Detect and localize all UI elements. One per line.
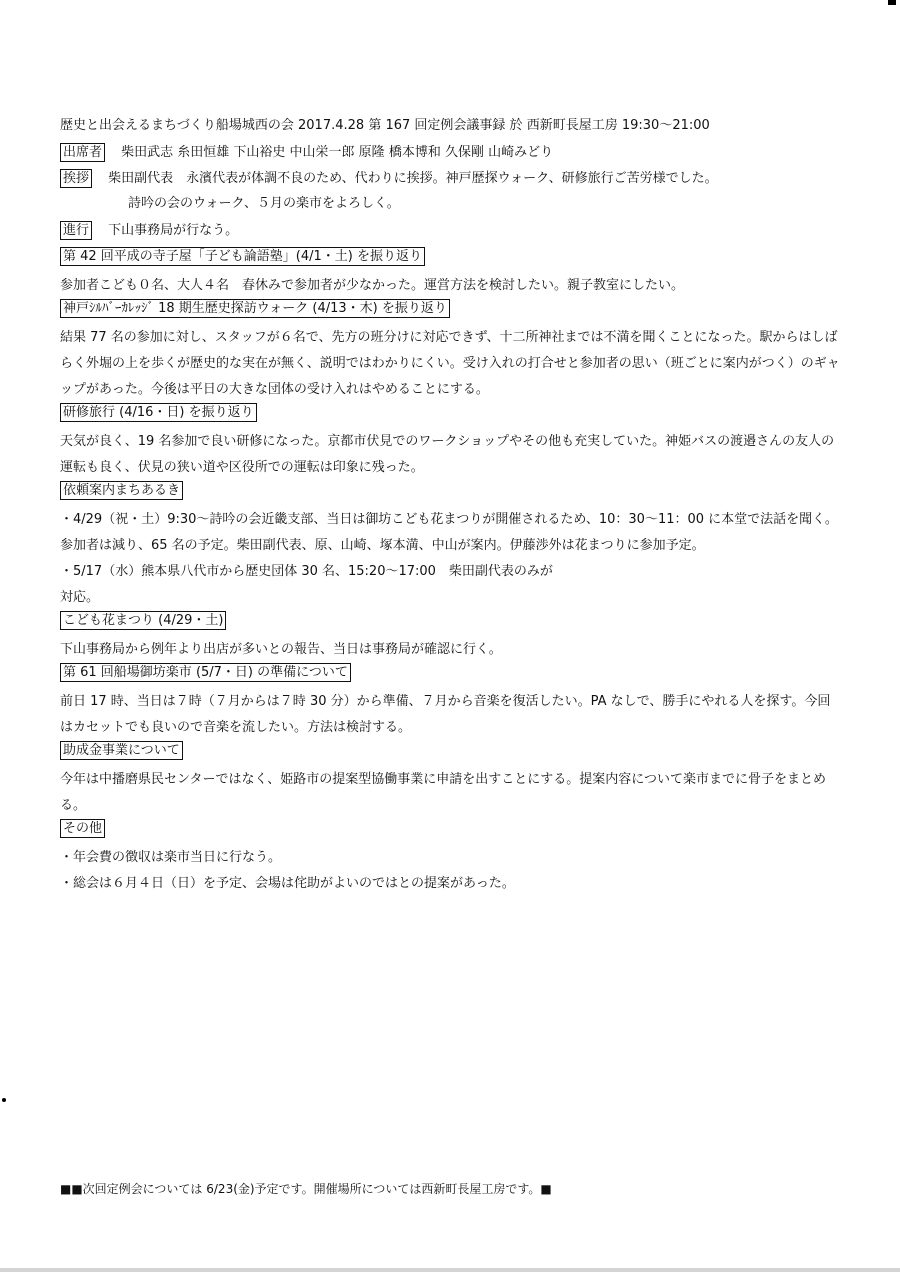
section-paragraph: ・総会は６月４日（日）を予定、会場は侘助がよいのではとの提案があった。 (60, 876, 515, 891)
section-paragraph: 参加者こども０名、大人４名 春休みで参加者が少なかった。運営方法を検討したい。親子教室にしたい。 (60, 278, 685, 293)
section-title-line (60, 741, 840, 767)
section-title-line (60, 611, 840, 637)
section-paragraph: 対応。 (60, 590, 100, 605)
attendees-names: 柴田武志 糸田恒雄 下山裕史 中山栄一郎 原隆 橋本博和 久保剛 山崎みどり (121, 145, 554, 160)
next-meeting-note: ■■次回定例会については 6/23(金)予定です。開催場所については西新町長屋工房です。■ (60, 1182, 552, 1196)
section-title-line (60, 481, 840, 507)
section-title: 神戸ｼﾙﾊﾞｰｶﾚｯｼﾞ 18 期生歴史探訪ウォーク (4/13・木) を振り返り (60, 299, 450, 318)
section-title: 研修旅行 (4/16・日) を振り返り (60, 403, 257, 422)
section-title-line (60, 663, 840, 689)
progress-line (60, 221, 840, 247)
greeting-line-2: 詩吟の会のウォーク、５月の楽市をよろしく。 (128, 196, 400, 211)
attendees-label: 出席者 (60, 143, 105, 162)
minutes-document (60, 117, 840, 897)
section-paragraph: 前日 17 時、当日は７時（７月からは７時 30 分）から準備、７月から音楽を復活したい。PA なしで、勝手にやれる人を探す。今回はカセットでも良いので音楽を流したい。方法は検討する。 (60, 694, 831, 735)
meeting-date: 2017.4.28 (298, 118, 365, 133)
meeting-time: 19:30～21:00 (621, 118, 710, 133)
section-title: 第 61 回船場御坊楽市 (5/7・日) の準備について (60, 663, 351, 682)
progress-text: 下山事務局が行なう。 (108, 223, 239, 238)
section-paragraph: ・5/17（水）熊本県八代市から歴史団体 30 名、15:20～17:00 柴田副代表のみが (60, 564, 553, 579)
page-bottom-border (0, 1268, 900, 1272)
greeting-line-1 (60, 169, 840, 195)
header-line (60, 117, 840, 143)
section-title: こども花まつり (4/29・土) (60, 611, 226, 630)
section-title-line (60, 299, 840, 325)
section-title: 依頼案内まちあるき (60, 481, 183, 500)
greeting-text-1: 柴田副代表 永濱代表が体調不良のため、代わりに挨拶。神戸歴探ウォーク、研修旅行ご苦労様でした。 (108, 171, 718, 186)
section-paragraph: ・年会費の徴収は楽市当日に行なう。 (60, 850, 282, 865)
section-paragraph: 結果 77 名の参加に対し、スタッフが６名で、先方の班分けに対応できず、十二所神社までは不満を聞くことになった。駅からはしばらく外堀の上を歩くが歴史的な実在が無く、説明ではわかりにくい。受け入れの打合せと参加者の思い（班ごとに案内がつく）のギャップがあった。今後は平日の大きな団体の受け入れはやめることにする。 (60, 330, 840, 397)
page-corner-mark (888, 0, 896, 5)
section-paragraph: 今年は中播磨県民センターではなく、姫路市の提案型協働事業に申請を出すことにする。提案内容について楽市までに骨子をまとめる。 (60, 772, 826, 813)
greeting-label: 挨拶 (60, 169, 92, 188)
section-paragraph: 天気が良く、19 名参加で良い研修になった。京都市伏見でのワークショップやその他も充実していた。神姫バスの渡邉さんの友人の運転も良く、伏見の狭い道や区役所での運転は印象に残った。 (60, 434, 835, 475)
venue-prefix: 於 (509, 118, 523, 133)
section-title-line (60, 819, 840, 845)
section-title: 助成金事業について (60, 741, 183, 760)
progress-label: 進行 (60, 221, 92, 240)
section-title: その他 (60, 819, 105, 838)
section-paragraph: ・4/29（祝・土）9:30～詩吟の会近畿支部、当日は御坊こども花まつりが開催されるため、10：30～11：00 に本堂で法話を聞く。参加者は減り、65 名の予定。柴田副代表、原、山崎、塚本満、中山が案内。伊藤渉外は花まつりに参加予定。 (60, 512, 838, 553)
section-title-line (60, 247, 840, 273)
section-title: 第 42 回平成の寺子屋「子ども論語塾」(4/1・土) を振り返り (60, 247, 425, 266)
org-name: 歴史と出会えるまちづくり船場城西の会 (60, 118, 294, 133)
section-title-line (60, 403, 840, 429)
attendees-line (60, 143, 840, 169)
venue: 西新町長屋工房 (526, 118, 618, 133)
section-paragraph: 下山事務局から例年より出店が多いとの報告、当日は事務局が確認に行く。 (60, 642, 502, 657)
meeting-number: 第 167 回定例会議事録 (368, 118, 506, 133)
scan-dot (2, 1098, 6, 1102)
